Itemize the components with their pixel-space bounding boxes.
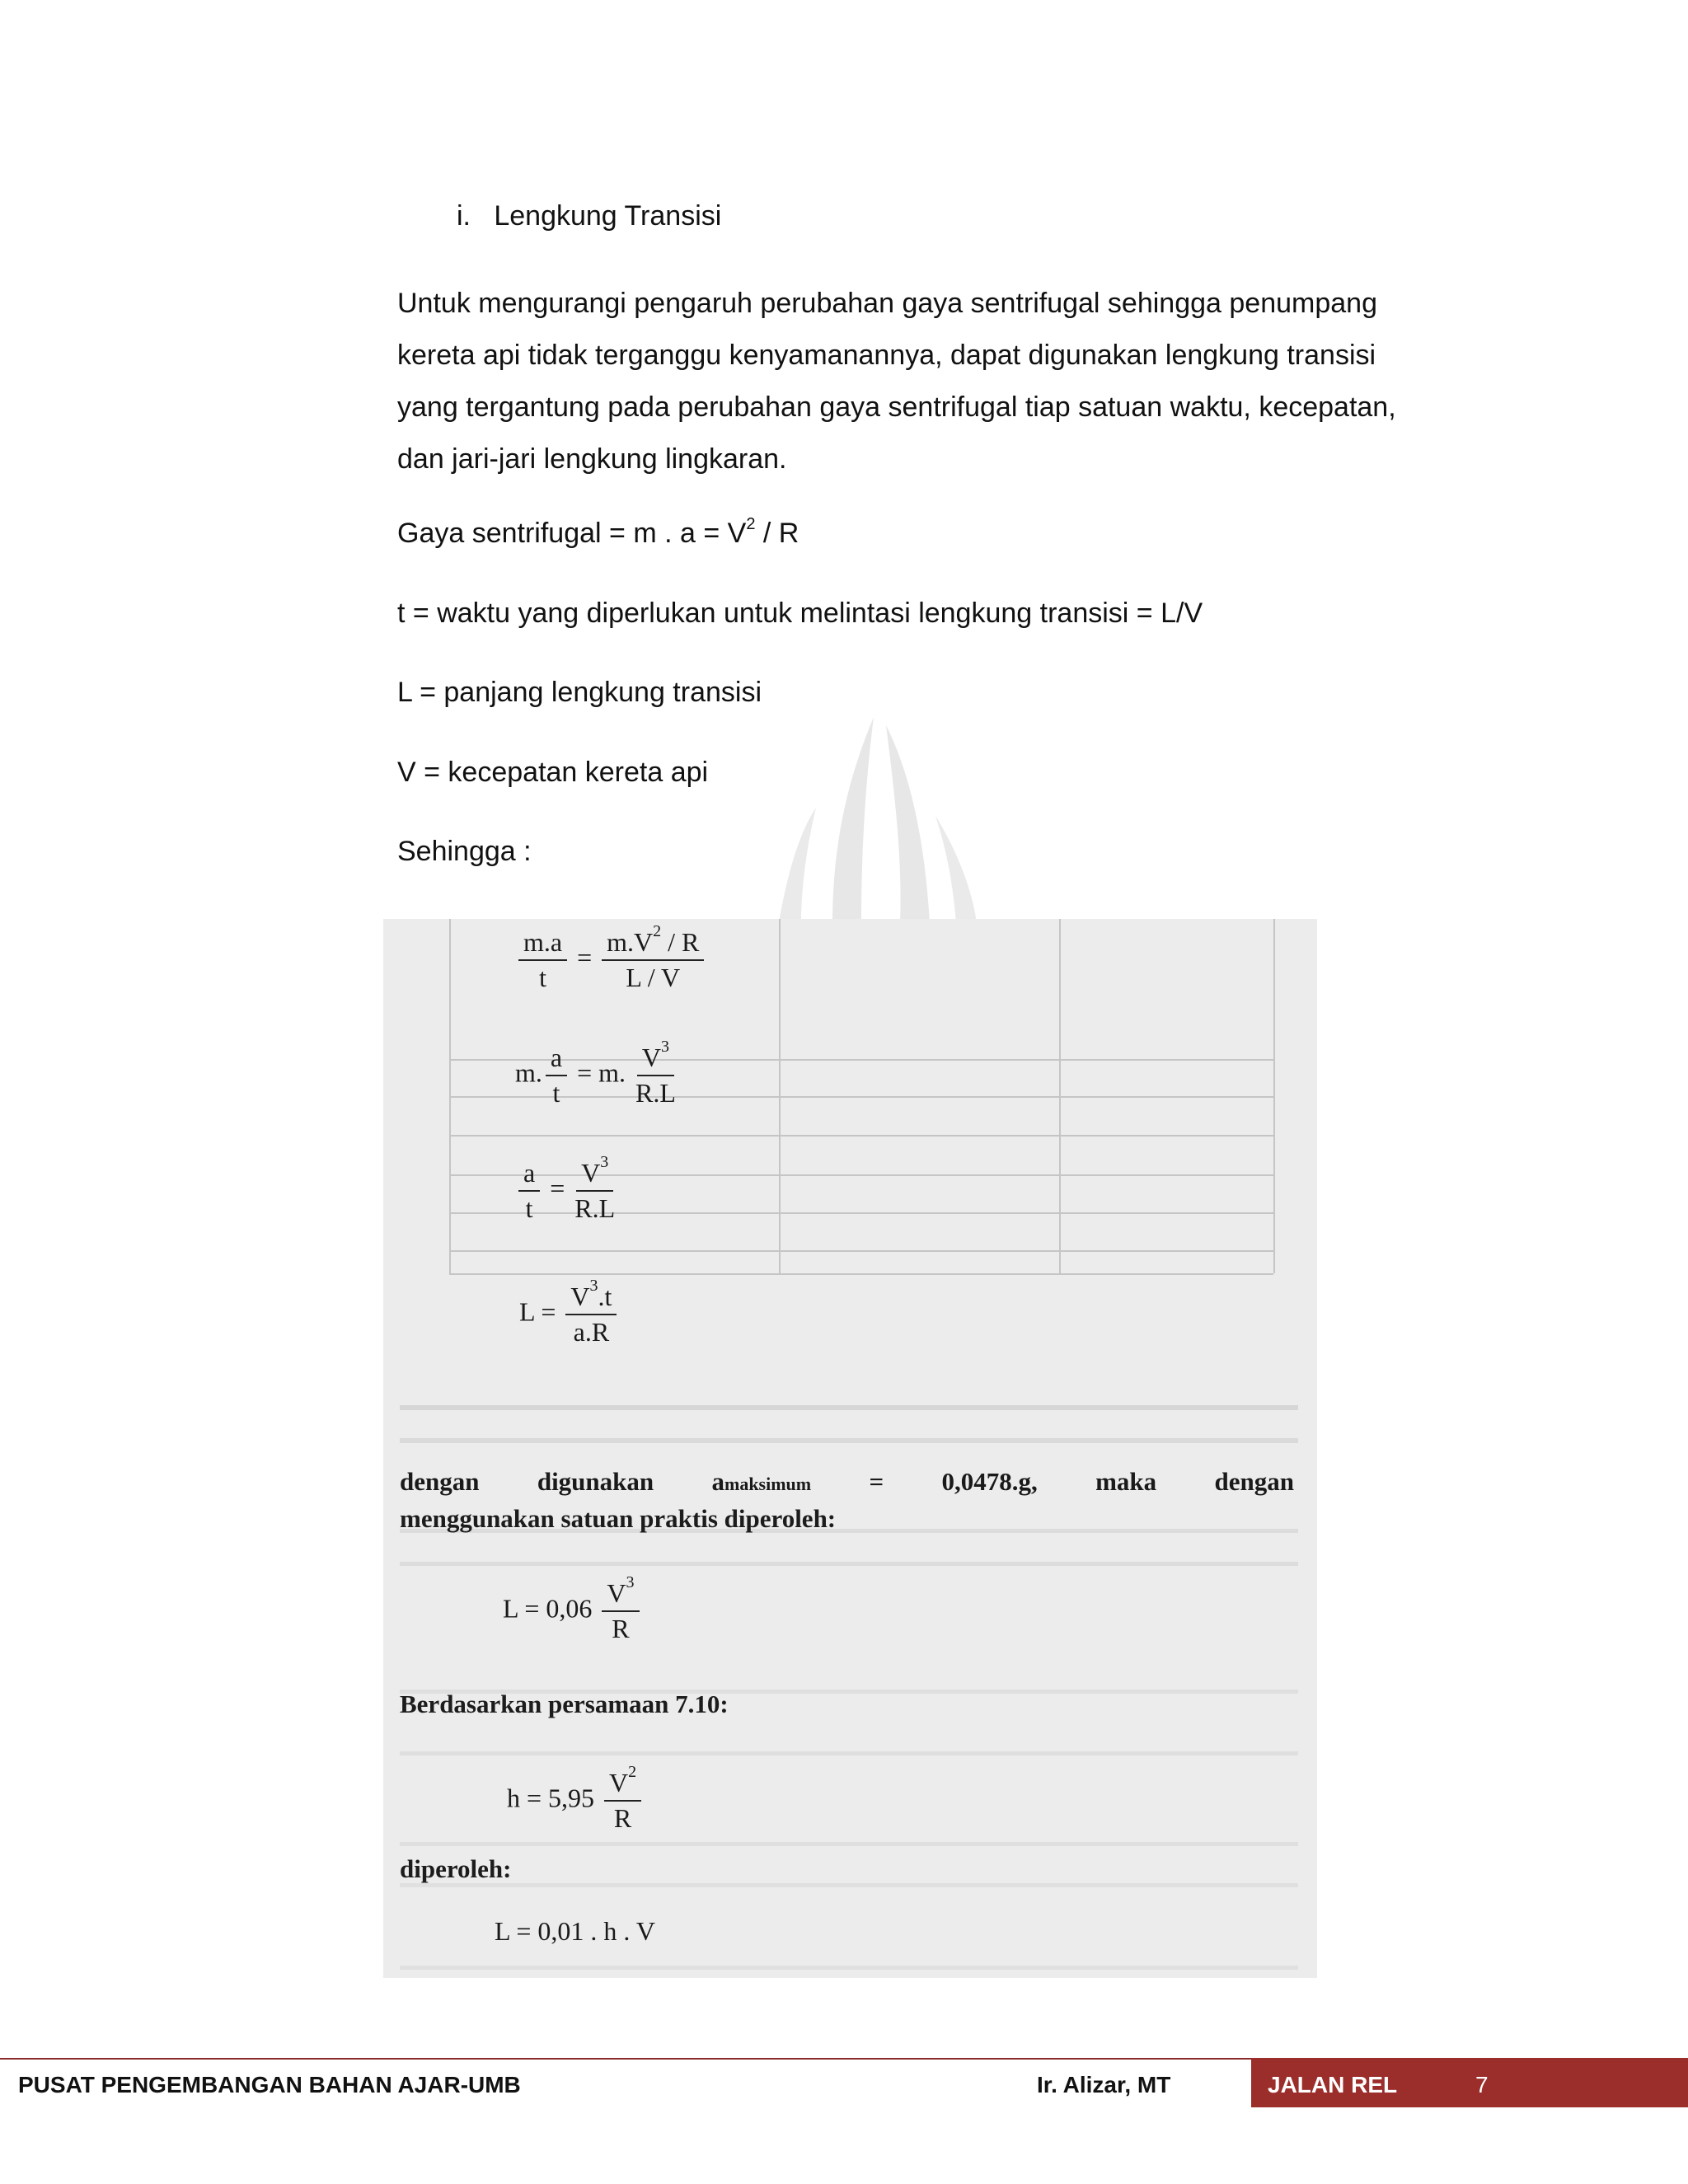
paragraph-line: kereta api tidak terganggu kenyamanannya, dapat digunakan lengkung transisi xyxy=(397,340,1376,371)
sehingga-label: Sehingga : xyxy=(397,836,532,867)
watermark-logo xyxy=(709,717,1055,923)
equation-5: L = 0,06 $\frac{V^3}{R}$ xyxy=(503,1578,643,1644)
equation-1: $\frac{m.a}{t}$ = $\frac{m.V^2 / R}{L / V}$ xyxy=(515,927,707,993)
section-number: i. xyxy=(457,200,471,232)
dengan-line: dengan digunakan amaksimum = 0,0478.g, maka dengan xyxy=(400,1467,1294,1496)
equation-3: $\frac{a}{t}$ = $\frac{V^3}{R.L}$ xyxy=(515,1158,618,1224)
page-number: 7 xyxy=(1475,2072,1489,2097)
paragraph-line: yang tergantung pada perubahan gaya sentrifugal tiap satuan waktu, kecepatan, xyxy=(397,391,1396,423)
paragraph-line: Untuk mengurangi pengaruh perubahan gaya sentrifugal sehingga penumpang xyxy=(397,288,1377,319)
berdasarkan-line: Berdasarkan persamaan 7.10: xyxy=(400,1690,729,1718)
footer-author: Ir. Alizar, MT xyxy=(1037,2072,1171,2097)
definition-V: V = kecepatan kereta api xyxy=(397,757,709,788)
formula-gaya-sentrifugal: Gaya sentrifugal = m . $a = V^2 / R$ xyxy=(397,515,799,549)
definition-L: L = panjang lengkung transisi xyxy=(397,677,762,708)
satuan-line: menggunakan satuan praktis diperoleh: xyxy=(400,1504,837,1533)
paragraph-line: dan jari-jari lengkung lingkaran. xyxy=(397,443,787,475)
equation-2: m. $\frac{a}{t}$ = m. $\frac{V^3}{R.L}$ xyxy=(515,1038,676,1108)
footer-institution: PUSAT PENGEMBANGAN BAHAN AJAR-UMB xyxy=(18,2072,521,2097)
scanned-excerpt xyxy=(383,919,1317,1978)
equation-4: L = $\frac{V^3.t}{a.R}$ xyxy=(519,1282,620,1347)
equation-7: L = 0,01 . h . V xyxy=(495,1916,655,1946)
diperoleh-line: diperoleh: xyxy=(400,1854,512,1883)
section-heading xyxy=(457,200,721,232)
section-title: Lengkung Transisi xyxy=(494,200,722,232)
definition-t: t = waktu yang diperlukan untuk melintasi lengkung transisi = L/V xyxy=(397,598,1203,629)
footer-course: JALAN REL xyxy=(1268,2072,1398,2097)
intro-paragraph xyxy=(397,278,1493,485)
equation-6: h = 5,95 $\frac{V^2}{R}$ xyxy=(507,1768,645,1834)
